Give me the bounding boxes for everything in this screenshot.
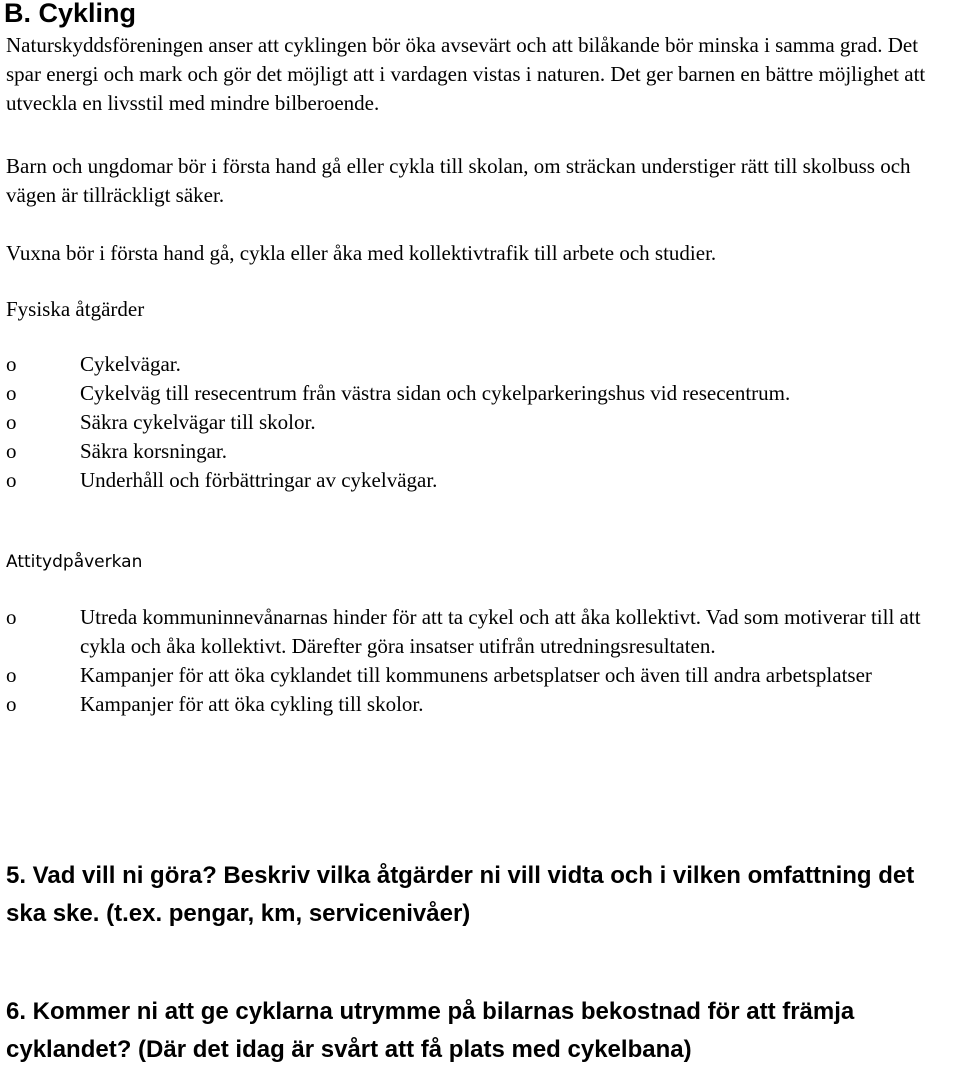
list-item xyxy=(6,603,956,661)
question-5: 5. Vad vill ni göra? Beskriv vilka åtgärder ni vill vidta och i vilken omfattning det ska ske. (t.ex. pengar, km, servicenivåer) xyxy=(6,862,915,927)
list-item-text: Säkra korsningar. xyxy=(80,439,227,463)
bullet-marker: o xyxy=(6,692,17,716)
list-item-text: Utreda kommuninnevånarnas hinder för att ta cykel och att åka kollektivt. Vad som motiverar till att cykla och åka kollektivt. Därefter göra insatser utifrån utredningsresultaten. xyxy=(80,605,921,658)
list-item xyxy=(6,379,956,408)
list-item xyxy=(6,350,956,379)
list-item-text: Cykelväg till resecentrum från västra sidan och cykelparkeringshus vid resecentrum. xyxy=(80,381,791,405)
list-item xyxy=(6,466,956,495)
bullet-marker: o xyxy=(6,410,17,434)
list-item-text: Säkra cykelvägar till skolor. xyxy=(80,410,316,434)
physical-measures-list xyxy=(6,350,956,495)
bullet-marker: o xyxy=(6,468,17,492)
list-item-text: Kampanjer för att öka cykling till skolor. xyxy=(80,692,424,716)
list-item xyxy=(6,408,956,437)
list-item xyxy=(6,437,956,466)
question-6: 6. Kommer ni att ge cyklarna utrymme på bilarnas bekostnad för att främja cyklandet? (Där det idag är svårt att få plats med cykelbana) xyxy=(6,998,855,1063)
bullet-marker: o xyxy=(6,439,17,463)
bullet-marker: o xyxy=(6,381,17,405)
list-item xyxy=(6,661,956,690)
bullet-marker: o xyxy=(6,352,17,376)
children-paragraph: Barn och ungdomar bör i första hand gå eller cykla till skolan, om sträckan understiger rätt till skolbuss och vägen är tillräckligt säker. xyxy=(6,154,911,207)
section-title: B. Cykling xyxy=(4,0,137,28)
list-item-text: Underhåll och förbättringar av cykelvägar. xyxy=(80,468,438,492)
list-item-text: Kampanjer för att öka cyklandet till kommunens arbetsplatser och även till andra arbetsplatser xyxy=(80,663,872,687)
list-item xyxy=(6,690,956,719)
intro-paragraph: Naturskyddsföreningen anser att cyklingen bör öka avsevärt och att bilåkande bör minska i samma grad. Det spar energi och mark och gör det möjligt att i vardagen vistas i naturen. Det ger barnen en bättre möjlighet att utveckla en livsstil med mindre bilberoende. xyxy=(6,33,926,115)
attitude-list xyxy=(6,603,956,719)
bullet-marker: o xyxy=(6,663,17,687)
attitude-heading: Attitydpåverkan xyxy=(6,552,143,572)
bullet-marker: o xyxy=(6,605,17,629)
adults-paragraph: Vuxna bör i första hand gå, cykla eller åka med kollektivtrafik till arbete och studier. xyxy=(6,241,717,265)
list-item-text: Cykelvägar. xyxy=(80,352,181,376)
physical-measures-heading: Fysiska åtgärder xyxy=(6,297,145,321)
